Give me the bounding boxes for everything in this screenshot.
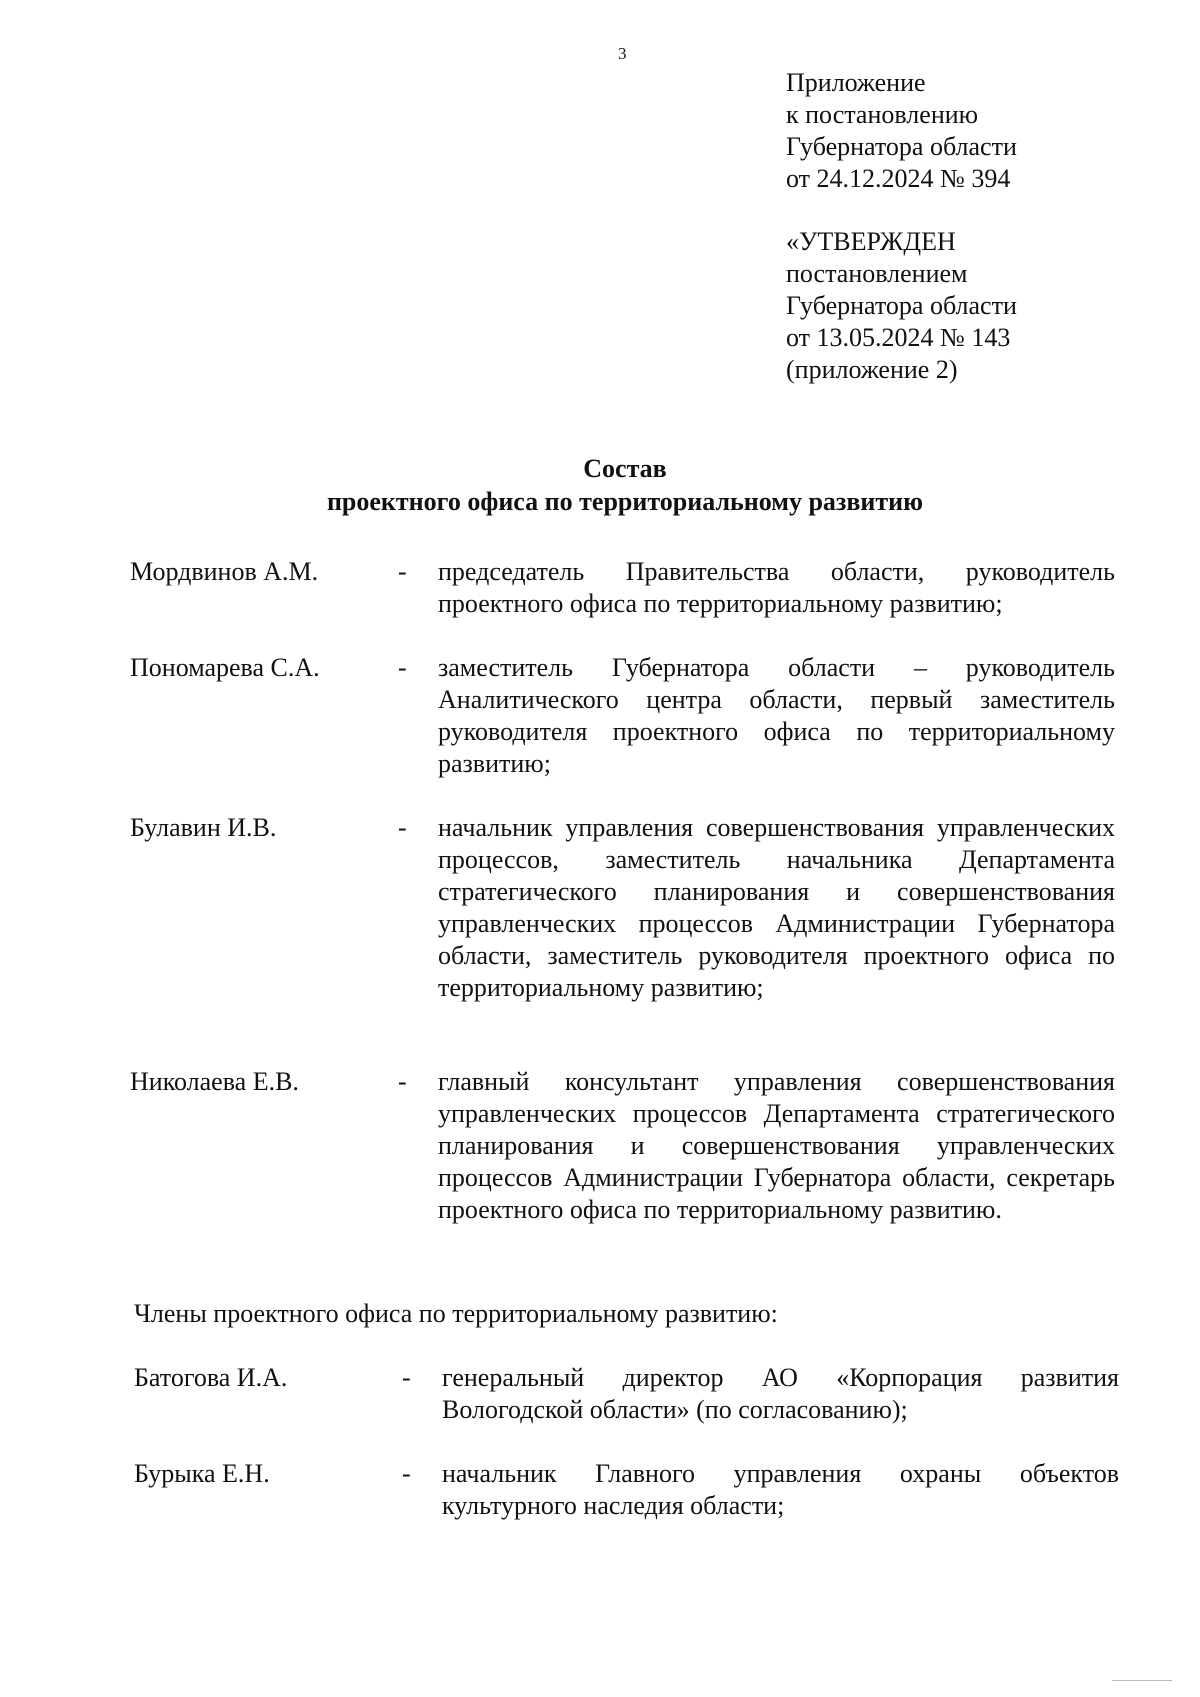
member-role: заместитель Губернатора области – руководитель Аналитического центра области, первый заместитель руководителя проектного офиса по территориальному развитию; bbox=[438, 653, 1115, 778]
member-role: начальник Главного управления охраны объектов культурного наследия области; bbox=[442, 1459, 1119, 1520]
members-heading: Члены проектного офиса по территориальному развитию: bbox=[134, 1299, 778, 1328]
member-dash: - bbox=[398, 813, 407, 842]
member-name: Булавин И.В. bbox=[130, 813, 277, 842]
title-line-1: Состав bbox=[583, 454, 667, 483]
annex-line: Губернатора области bbox=[786, 132, 1017, 161]
member-role: главный консультант управления совершенствования управленческих процессов Департамента стратегического планирования и совершенствования управленческих процессов Администрации Губернатора области, секретарь проектного офиса по территориальному развитию. bbox=[438, 1067, 1115, 1224]
annex-line: Приложение bbox=[786, 68, 926, 97]
member-name: Бурыка Е.Н. bbox=[134, 1459, 270, 1488]
member-name: Николаева Е.В. bbox=[130, 1067, 299, 1096]
member-dash: - bbox=[398, 653, 407, 682]
member-name: Пономарева С.А. bbox=[130, 653, 320, 682]
approved-line: Губернатора области bbox=[786, 291, 1017, 320]
scan-corner-mark bbox=[1112, 1670, 1172, 1681]
approved-line: постановлением bbox=[786, 259, 968, 288]
approved-block bbox=[786, 226, 1017, 386]
member-dash: - bbox=[402, 1459, 411, 1488]
approved-line: «УТВЕРЖДЕН bbox=[786, 227, 956, 256]
approved-line: (приложение 2) bbox=[786, 355, 958, 384]
leader-row bbox=[130, 652, 1115, 780]
leader-row bbox=[130, 556, 1115, 620]
approved-line: от 13.05.2024 № 143 bbox=[786, 323, 1011, 352]
annex-line: от 24.12.2024 № 394 bbox=[786, 164, 1011, 193]
document-title bbox=[0, 452, 1200, 518]
member-dash: - bbox=[398, 557, 407, 586]
member-role: начальник управления совершенствования управленческих процессов, заместитель начальника Департамента стратегического планирования и совершенствования управленческих процессов Администрации Губернатора области, заместитель руководителя проектного офиса по территориальному развитию; bbox=[438, 813, 1115, 1002]
member-role: председатель Правительства области, руководитель проектного офиса по территориальному развитию; bbox=[438, 557, 1115, 618]
member-name: Мордвинов А.М. bbox=[130, 557, 319, 586]
member-dash: - bbox=[398, 1067, 407, 1096]
member-role: генеральный директор АО «Корпорация развития Вологодской области» (по согласованию); bbox=[442, 1363, 1119, 1424]
member-name: Батогова И.А. bbox=[134, 1363, 288, 1392]
title-line-2: проектного офиса по территориальному развитию bbox=[326, 487, 924, 516]
leader-row bbox=[130, 1066, 1115, 1226]
page-number: 3 bbox=[618, 44, 627, 63]
member-row bbox=[134, 1362, 1119, 1426]
member-dash: - bbox=[402, 1363, 411, 1392]
leader-row bbox=[130, 812, 1115, 1004]
annex-block bbox=[786, 67, 1017, 195]
annex-line: к постановлению bbox=[786, 100, 979, 129]
member-row bbox=[134, 1458, 1119, 1522]
